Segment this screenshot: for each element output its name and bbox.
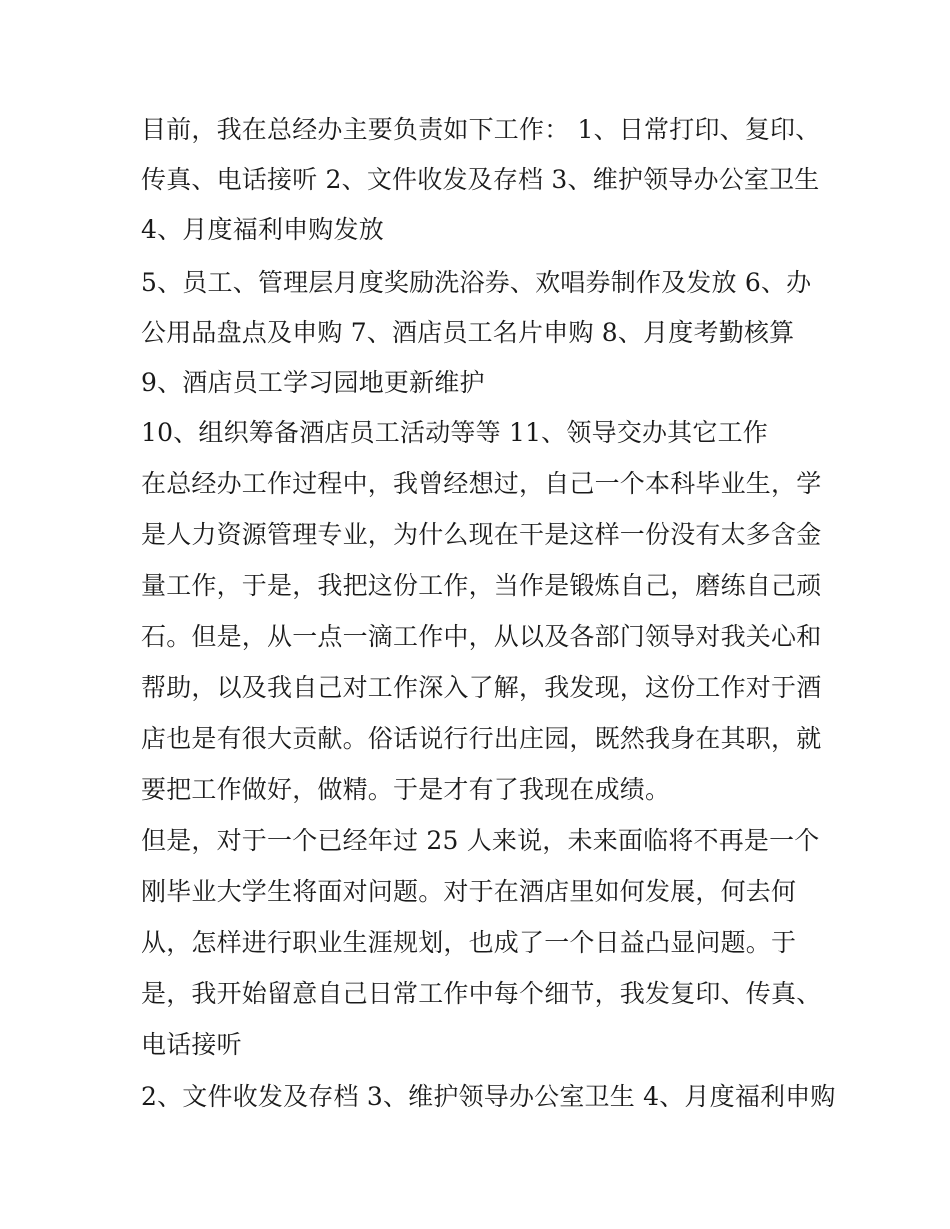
text-line: 要把工作做好，做精。于是才有了我现在成绩。 <box>141 775 671 804</box>
text-line: 4、月度福利申购发放 <box>141 215 384 244</box>
text-line: 石。但是，从一点一滴工作中，从以及各部门领导对我关心和 <box>141 622 822 651</box>
text-line: 电话接听 <box>141 1030 242 1059</box>
text-line: 在总经办工作过程中，我曾经想过，自己一个本科毕业生，学 <box>141 469 822 498</box>
text-line: 是，我开始留意自己日常工作中每个细节，我发复印、传真、 <box>141 979 822 1008</box>
text-line: 目前，我在总经办主要负责如下工作： 1、日常打印、复印、 <box>141 115 821 144</box>
text-line: 传真、电话接听 2、文件收发及存档 3、维护领导办公室卫生 <box>141 165 820 194</box>
text-line: 5、员工、管理层月度奖励洗浴券、欢唱券制作及发放 6、办 <box>141 268 812 297</box>
text-line: 公用品盘点及申购 7、酒店员工名片申购 8、月度考勤核算 <box>141 318 795 347</box>
text-line: 量工作，于是，我把这份工作，当作是锻炼自己，磨练自己顽 <box>141 571 822 600</box>
text-line: 但是，对于一个已经年过 25 人来说，未来面临将不再是一个 <box>141 826 820 855</box>
text-line: 2、文件收发及存档 3、维护领导办公室卫生 4、月度福利申购 <box>141 1082 836 1111</box>
text-line: 10、组织筹备酒店员工活动等等 11、领导交办其它工作 <box>141 418 768 447</box>
text-line: 9、酒店员工学习园地更新维护 <box>141 368 485 397</box>
text-line: 从，怎样进行职业生涯规划，也成了一个日益凸显问题。于 <box>141 928 797 957</box>
text-line: 帮助，以及我自己对工作深入了解，我发现，这份工作对于酒 <box>141 673 822 702</box>
text-line: 是人力资源管理专业，为什么现在干是这样一份没有太多含金 <box>141 520 822 549</box>
text-line: 刚毕业大学生将面对问题。对于在酒店里如何发展，何去何 <box>141 877 797 906</box>
text-line: 店也是有很大贡献。俗话说行行出庄园，既然我身在其职，就 <box>141 724 822 753</box>
